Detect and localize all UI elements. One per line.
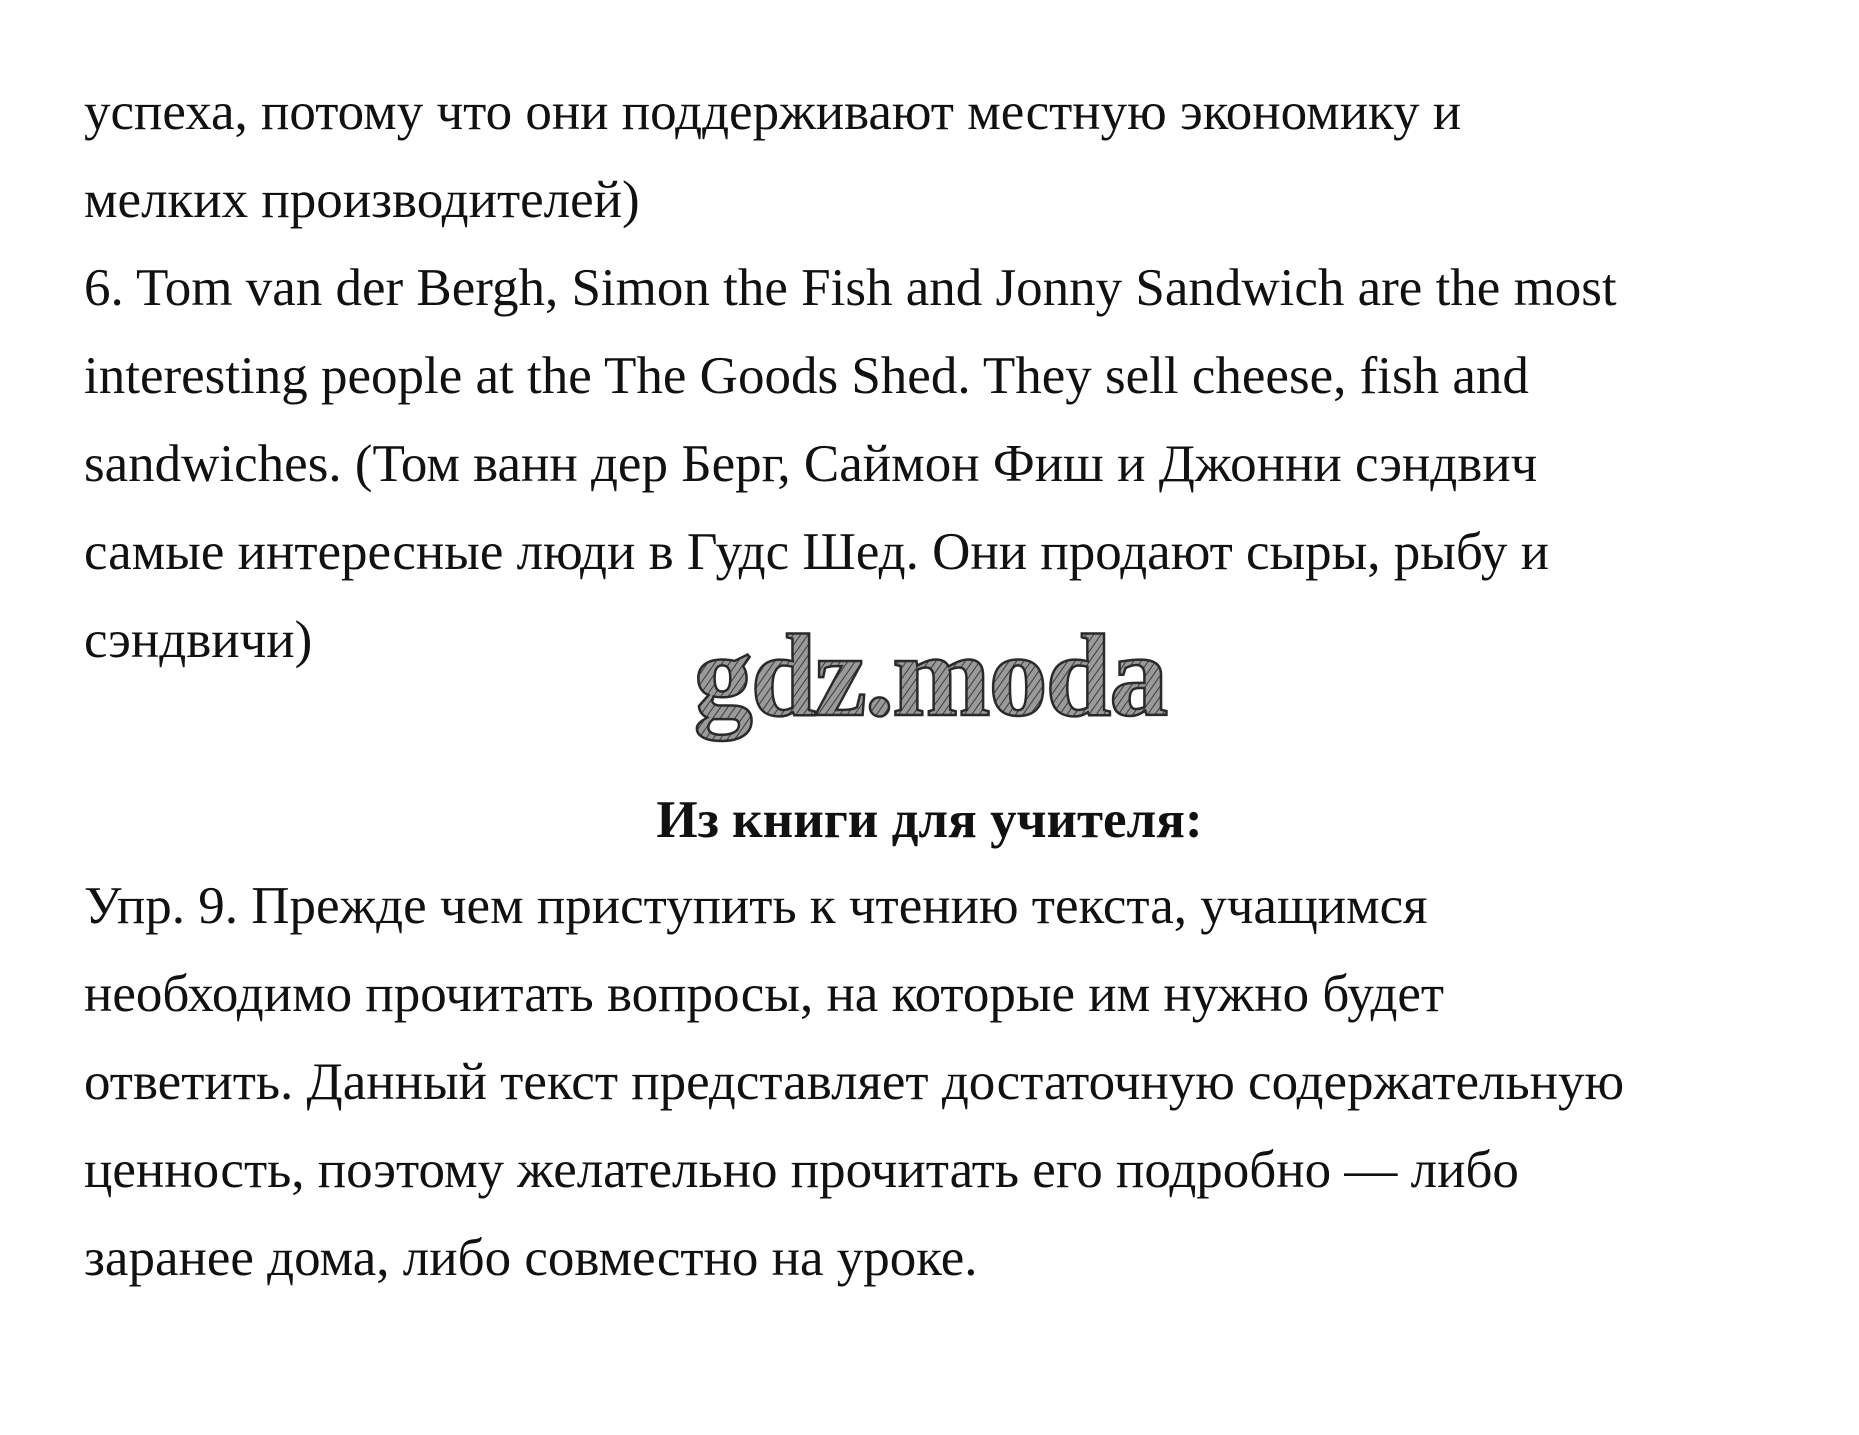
text-line: необходимо прочитать вопросы, на которые им нужно будет <box>84 965 1445 1023</box>
text-line: sandwiches. (Том ванн дер Берг, Саймон Фиш и Джонни сэндвич <box>84 435 1538 493</box>
text-line: Упр. 9. Прежде чем приступить к чтению текста, учащимся <box>84 877 1428 935</box>
text-line: ответить. Данный текст представляет достаточную содержательную <box>84 1053 1625 1111</box>
text-line: самые интересные люди в Гудс Шед. Они продают сыры, рыбу и <box>84 523 1549 581</box>
text-line: сэндвичи) <box>84 611 313 669</box>
watermark-logo <box>660 615 1200 755</box>
text-line: interesting people at the The Goods Shed. They sell cheese, fish and <box>84 347 1529 405</box>
text-line: ценность, поэтому желательно прочитать его подробно — либо <box>84 1141 1519 1199</box>
text-line: заранее дома, либо совместно на уроке. <box>84 1229 978 1287</box>
text-line: мелких производителей) <box>84 171 640 229</box>
watermark-text: gdz.moda <box>693 615 1167 741</box>
section-heading: Из книги для учителя: <box>656 791 1203 849</box>
text-line: успеха, потому что они поддерживают местную экономику и <box>84 83 1462 141</box>
text-line: 6. Tom van der Bergh, Simon the Fish and Jonny Sandwich are the most <box>84 259 1617 317</box>
